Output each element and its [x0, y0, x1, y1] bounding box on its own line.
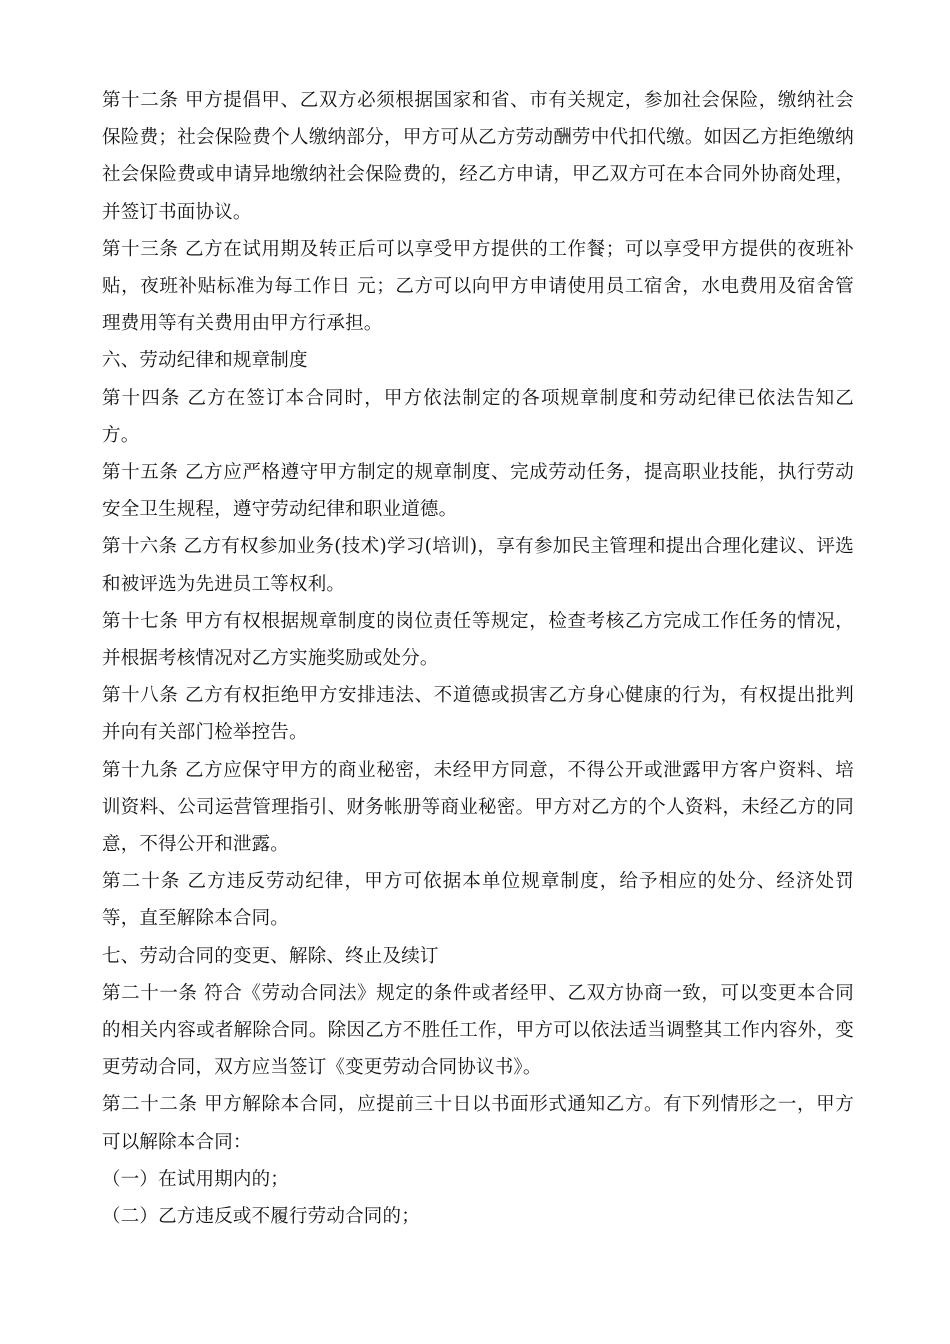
section-heading-6: 六、劳动纪律和规章制度: [102, 350, 308, 372]
article-15: 第十五条 乙方应严格遵守甲方制定的规章制度、完成劳动任务，提高职业技能，执行劳动安全卫生规程，遵守劳动纪律和职业道德。: [102, 462, 854, 521]
article-22: 第二十二条 甲方解除本合同，应提前三十日以书面形式通知乙方。有下列情形之一，甲方可以解除本合同：: [102, 1094, 854, 1153]
article-13: 第十三条 乙方在试用期及转正后可以享受甲方提供的工作餐；可以享受甲方提供的夜班补贴，夜班补贴标准为每工作日 元；乙方可以向甲方申请使用员工宿舍，水电费用及宿舍管理费用等有关费用由甲方行承担。: [102, 238, 854, 335]
article-14: 第十四条 乙方在签订本合同时，甲方依法制定的各项规章制度和劳动纪律已依法告知乙方。: [102, 387, 854, 446]
document-page: [102, 82, 854, 1235]
article-20: 第二十条 乙方违反劳动纪律，甲方可依据本单位规章制度，给予相应的处分、经济处罚等，直至解除本合同。: [102, 871, 854, 930]
article-17: 第十七条 甲方有权根据规章制度的岗位责任等规定，检查考核乙方完成工作任务的情况，并根据考核情况对乙方实施奖励或处分。: [102, 610, 854, 670]
article-21: 第二十一条 符合《劳动合同法》规定的条件或者经甲、乙双方协商一致，可以变更本合同的相关内容或者解除合同。除因乙方不胜任工作，甲方可以依法适当调整其工作内容外，变更劳动合同，双方应当签订《变更劳动合同协议书》。: [102, 982, 854, 1079]
list-item: （一）在试用期内的；: [102, 1168, 290, 1190]
section-heading-7: 七、劳动合同的变更、解除、终止及续订: [102, 945, 439, 967]
article-19: 第十九条 乙方应保守甲方的商业秘密，未经甲方同意，不得公开或泄露甲方客户资料、培训资料、公司运营管理指引、财务帐册等商业秘密。甲方对乙方的个人资料，未经乙方的同意，不得公开和泄露。: [102, 759, 854, 856]
list-item: （二）乙方违反或不履行劳动合同的；: [102, 1206, 420, 1228]
article-16: 第十六条 乙方有权参加业务(技术)学习(培训)，享有参加民主管理和提出合理化建议、评选和被评选为先进员工等权利。: [102, 536, 854, 595]
article-18: 第十八条 乙方有权拒绝甲方安排违法、不道德或损害乙方身心健康的行为，有权提出批判并向有关部门检举控告。: [102, 685, 854, 744]
article-12: 第十二条 甲方提倡甲、乙双方必须根据国家和省、市有关规定，参加社会保险，缴纳社会保险费；社会保险费个人缴纳部分，甲方可从乙方劳动酬劳中代扣代缴。如因乙方拒绝缴纳社会保险费或申请异地缴纳社会保险费的，经乙方申请，甲乙双方可在本合同外协商处理，并签订书面协议。: [102, 90, 854, 223]
